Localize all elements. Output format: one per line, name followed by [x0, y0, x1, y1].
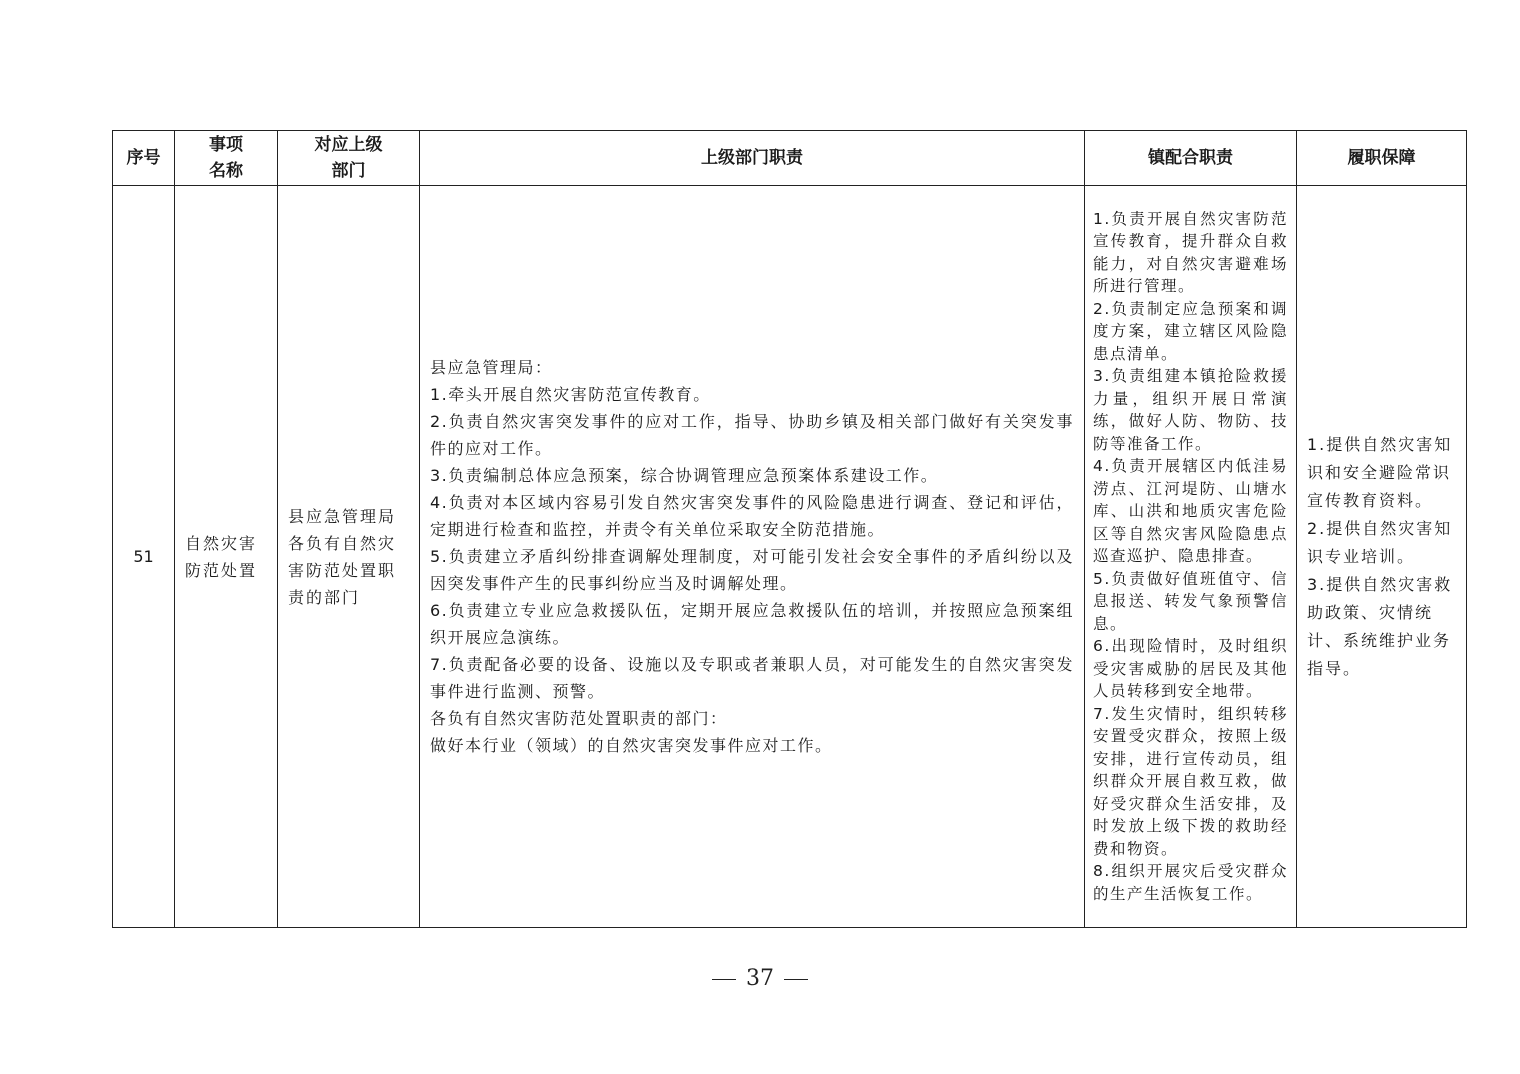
- upper-duty-item: 县应急管理局：: [430, 358, 553, 377]
- header-name-line: 事项: [209, 135, 243, 155]
- upper-duty-item: 2.负责自然灾害突发事件的应对工作，指导、协助乡镇及相关部门做好有关突发事件的应对工作。: [430, 412, 1074, 458]
- table-header-row: [113, 131, 1467, 186]
- upper-duty-item: 做好本行业（领域）的自然灾害突发事件应对工作。: [430, 736, 833, 755]
- town-duty-item: 5.负责做好值班值守、信息报送、转发气象预警信息。: [1093, 569, 1288, 633]
- upper-duty-item: 7.负责配备必要的设备、设施以及专职或者兼职人员，对可能发生的自然灾害突发事件进行监测、预警。: [430, 655, 1074, 701]
- upper-duty-item: 5.负责建立矛盾纠纷排查调解处理制度，对可能引发社会安全事件的矛盾纠纷以及因突发事件产生的民事纠纷应当及时调解处理。: [430, 547, 1074, 593]
- guarantee-item: 2.提供自然灾害知识专业培训。: [1307, 518, 1453, 566]
- cell-guarantee: [1297, 186, 1467, 928]
- footer-dash-left: [712, 979, 736, 980]
- guarantee-item: 1.提供自然灾害知识和安全避险常识宣传教育资料。: [1307, 434, 1453, 510]
- header-town-duty: 镇配合职责: [1085, 131, 1297, 186]
- page-number: 37: [746, 966, 774, 991]
- header-dept-line: 部门: [331, 161, 366, 181]
- table-row: [113, 186, 1467, 928]
- upper-duty-item: 1.牵头开展自然灾害防范宣传教育。: [430, 385, 711, 404]
- town-duty-item: 1.负责开展自然灾害防范宣传教育，提升群众自救能力，对自然灾害避难场所进行管理。: [1093, 209, 1288, 296]
- footer-dash-right: [784, 979, 808, 980]
- town-duty-item: 7.发生灾情时，组织转移安置受灾群众，按照上级安排，进行宣传动员，组织群众开展自救互救，做好受灾群众生活安排，及时发放上级下拨的救助经费和物资。: [1093, 704, 1288, 858]
- town-duty-item: 3.负责组建本镇抢险救援力量，组织开展日常演练，做好人防、物防、技防等准备工作。: [1093, 367, 1288, 453]
- guarantee-item: 3.提供自然灾害救助政策、灾情统计、系统维护业务指导。: [1307, 574, 1453, 678]
- cell-dept-line: 各负有自然灾: [288, 533, 397, 553]
- cell-dept-line: 责的部门: [288, 587, 361, 607]
- cell-name-line: 自然灾害: [185, 533, 258, 553]
- header-name: [175, 131, 278, 186]
- cell-dept-line: 害防范处置职: [288, 560, 397, 580]
- town-duty-item: 6.出现险情时，及时组织受灾害威胁的居民及其他人员转移到安全地带。: [1093, 637, 1288, 701]
- town-duty-item: 2.负责制定应急预案和调度方案，建立辖区风险隐患点清单。: [1093, 299, 1288, 363]
- cell-no: 51: [113, 186, 175, 928]
- town-duty-item: 4.负责开展辖区内低洼易涝点、江河堤防、山塘水库、山洪和地质灾害危险区等自然灾害风险隐患点巡查巡护、隐患排查。: [1093, 457, 1288, 566]
- cell-upper-duty: [420, 186, 1085, 928]
- cell-dept: [278, 186, 420, 928]
- upper-duty-item: 4.负责对本区域内容易引发自然灾害突发事件的风险隐患进行调查、登记和评估，定期进行检查和监控，并责令有关单位采取安全防范措施。: [430, 493, 1074, 539]
- cell-dept-line: 县应急管理局: [288, 506, 397, 526]
- town-duty-item: 8.组织开展灾后受灾群众的生产生活恢复工作。: [1093, 862, 1288, 903]
- cell-town-duty: [1085, 186, 1297, 928]
- upper-duty-item: 6.负责建立专业应急救援队伍，定期开展应急救援队伍的培训，并按照应急预案组织开展应急演练。: [430, 601, 1074, 647]
- header-no: 序号: [113, 131, 175, 186]
- upper-duty-item: 3.负责编制总体应急预案，综合协调管理应急预案体系建设工作。: [430, 466, 939, 485]
- cell-name-line: 防范处置: [185, 560, 258, 580]
- cell-name: [175, 186, 278, 928]
- header-dept-line: 对应上级: [314, 135, 383, 155]
- upper-duty-item: 各负有自然灾害防范处置职责的部门：: [430, 709, 728, 728]
- header-dept: [278, 131, 420, 186]
- header-upper-duty: 上级部门职责: [420, 131, 1085, 186]
- page-footer: [0, 966, 1520, 991]
- duty-table: [112, 130, 1467, 928]
- header-name-line: 名称: [209, 161, 243, 181]
- header-guarantee: 履职保障: [1297, 131, 1467, 186]
